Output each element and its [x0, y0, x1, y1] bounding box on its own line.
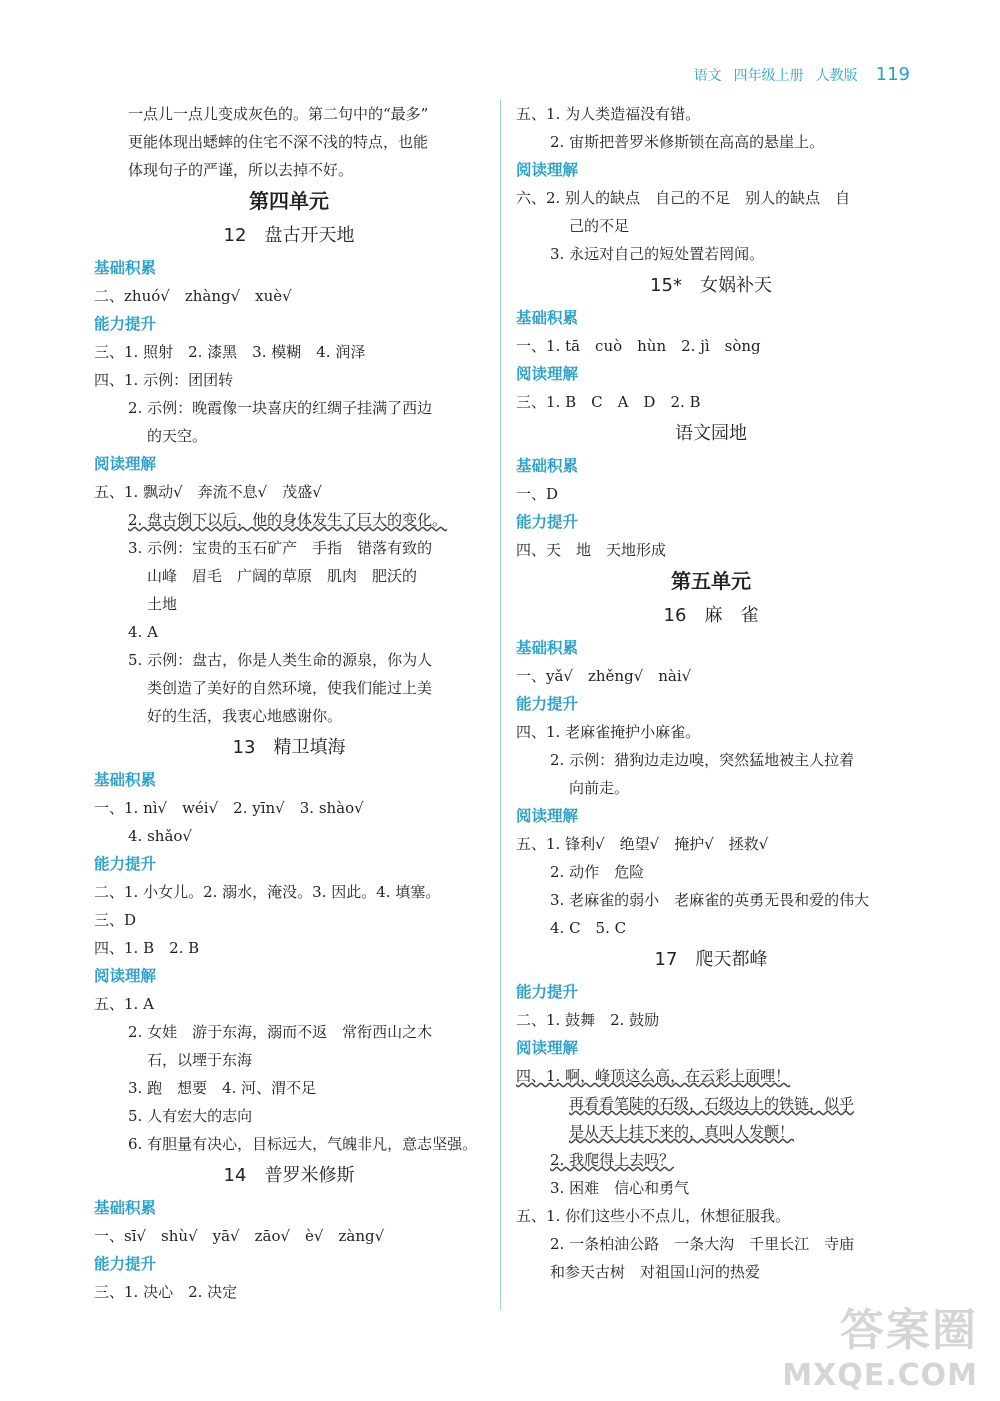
answer-line — [94, 878, 484, 906]
answer-text: 3. 示例：宝贵的玉石矿产 手指 错落有致的 — [128, 539, 433, 557]
answer-text: 山峰 眉毛 广阔的草原 肌肉 肥沃的 — [147, 567, 418, 585]
answer-text: 二、zhuó√ zhàng√ xuè√ — [94, 287, 292, 305]
answer-text: 五、1. 锋利√ 绝望√ 掩护√ 拯救√ — [516, 835, 769, 853]
answer-line — [516, 718, 906, 746]
answer-line — [516, 1202, 906, 1230]
answer-line — [516, 1090, 906, 1118]
answer-text: 三、1. 决心 2. 决定 — [94, 1283, 238, 1301]
page-header — [694, 64, 910, 85]
left-column — [94, 100, 484, 1306]
lesson-name: 语文园地 — [675, 423, 747, 444]
answer-text: 2. 我爬得上去吗？ — [550, 1151, 675, 1169]
answer-line — [516, 1146, 906, 1174]
answer-text: 土地 — [147, 595, 178, 613]
lesson-number: 12 — [223, 225, 247, 246]
lesson-number: 13 — [232, 737, 256, 758]
section-heading: 能力提升 — [94, 315, 157, 333]
section-heading: 阅读理解 — [516, 161, 579, 179]
answer-line — [94, 128, 484, 156]
answer-line — [516, 662, 906, 690]
answer-text: 四、1. 老麻雀掩护小麻雀。 — [516, 723, 701, 741]
section-heading: 能力提升 — [516, 983, 579, 1001]
answer-line — [94, 1074, 484, 1102]
answer-line — [516, 100, 906, 128]
answer-line — [516, 332, 906, 360]
answer-text: 三、D — [94, 911, 137, 929]
answer-text: 五、1. 你们这些小不点儿，休想征服我。 — [516, 1207, 791, 1225]
answer-line — [94, 478, 484, 506]
section-heading: 阅读理解 — [94, 455, 157, 473]
section-heading: 阅读理解 — [516, 807, 579, 825]
section-heading: 基础积累 — [94, 259, 157, 277]
section-heading: 能力提升 — [94, 1255, 157, 1273]
answer-text: 4. C 5. C — [550, 919, 627, 937]
section-heading: 阅读理解 — [516, 1039, 579, 1057]
answer-text: 2. 女娃 游于东海，溺而不返 常衔西山之木 — [128, 1023, 433, 1041]
answer-text: 一、D — [516, 485, 559, 503]
page-number: 119 — [875, 64, 910, 85]
answer-text: 2. 宙斯把普罗米修斯锁在高高的悬崖上。 — [550, 133, 825, 151]
answer-text: 一、yǎ√ zhěng√ nài√ — [516, 667, 692, 685]
answer-text: 2. 示例：晚霞像一块喜庆的红绸子挂满了西边 — [128, 399, 433, 417]
answer-text: 5. 人有宏大的志向 — [128, 1107, 253, 1125]
answer-text: 体现句子的严谨，所以去掉不好。 — [128, 161, 354, 179]
column-divider — [500, 100, 501, 1310]
lesson-title — [516, 942, 906, 978]
answer-text: 2. 示例：猎狗边走边嗅，突然猛地被主人拉着 — [550, 751, 855, 769]
answer-text: 和参天古树 对祖国山河的热爱 — [550, 1263, 761, 1281]
answer-line — [94, 562, 484, 590]
lesson-title — [94, 218, 484, 254]
answer-text: 4. A — [128, 623, 158, 641]
section-heading: 能力提升 — [516, 513, 579, 531]
answer-line — [94, 394, 484, 422]
section-heading: 基础积累 — [516, 309, 579, 327]
answer-line — [516, 184, 906, 212]
answer-text: 向前走。 — [569, 779, 630, 797]
answer-line — [94, 906, 484, 934]
lesson-name: 盘古开天地 — [264, 225, 355, 246]
lesson-name: 普罗米修斯 — [264, 1165, 355, 1186]
lesson-title — [516, 598, 906, 634]
answer-text: 石，以堙于东海 — [147, 1051, 253, 1069]
answer-line — [516, 536, 906, 564]
answer-line — [516, 1174, 906, 1202]
section-heading: 阅读理解 — [94, 967, 157, 985]
answer-line — [94, 534, 484, 562]
section-heading: 基础积累 — [94, 1199, 157, 1217]
answer-line — [516, 886, 906, 914]
answer-line — [94, 1102, 484, 1130]
lesson-number: 14 — [223, 1165, 247, 1186]
answer-text: 一点儿一点儿变成灰色的。第二句中的“最多” — [128, 105, 429, 123]
answer-text: 二、1. 小女儿。2. 溺水，淹没。3. 因此。4. 填塞。 — [94, 883, 441, 901]
answer-text: 五、1. 飘动√ 奔流不息√ 茂盛√ — [94, 483, 322, 501]
header-subject: 语文 — [693, 68, 722, 84]
answer-line — [516, 1062, 906, 1090]
answer-text: 2. 盘古倒下以后，他的身体发生了巨大的变化。 — [128, 511, 448, 529]
answer-line — [94, 822, 484, 850]
lesson-name: 麻 雀 — [704, 605, 759, 626]
answer-line — [516, 128, 906, 156]
lesson-name: 女娲补天 — [699, 275, 772, 296]
answer-text: 一、sī√ shù√ yā√ zāo√ è√ zàng√ — [94, 1227, 385, 1245]
answer-line — [516, 240, 906, 268]
answer-text: 好的生活，我衷心地感谢你。 — [147, 707, 343, 725]
answer-line — [516, 858, 906, 886]
answer-line — [94, 100, 484, 128]
answer-text: 是从天上挂下来的，真叫人发颤！ — [569, 1123, 795, 1141]
unit-title: 第五单元 — [671, 569, 751, 593]
answer-text: 一、1. nì√ wéi√ 2. yīn√ 3. shào√ — [94, 799, 364, 817]
answer-line — [516, 388, 906, 416]
answer-line — [94, 156, 484, 184]
lesson-number: 15* — [650, 275, 682, 296]
watermark-url: MXQE.COM — [782, 1358, 978, 1393]
answer-text: 3. 跑 想要 4. 河、渭不足 — [128, 1079, 317, 1097]
answer-line — [94, 990, 484, 1018]
watermark-logo: 答案圈 — [840, 1305, 978, 1356]
answer-line — [94, 1018, 484, 1046]
header-grade: 四年级上册 — [733, 68, 804, 84]
answer-line — [516, 1258, 906, 1286]
answer-text: 更能体现出蟋蟀的住宅不深不浅的特点，也能 — [128, 133, 429, 151]
answer-line — [94, 1046, 484, 1074]
answer-line — [94, 590, 484, 618]
answer-line — [94, 366, 484, 394]
unit-title: 第四单元 — [249, 189, 329, 213]
answer-line — [94, 282, 484, 310]
section-heading: 能力提升 — [516, 695, 579, 713]
answer-text: 的天空。 — [147, 427, 208, 445]
answer-line — [94, 646, 484, 674]
answer-text: 己的不足 — [569, 217, 630, 235]
lesson-title — [516, 416, 906, 452]
answer-text: 2. 一条柏油公路 一条大沟 千里长江 寺庙 — [550, 1235, 855, 1253]
answer-text: 6. 有胆量有决心，目标远大，气魄非凡，意志坚强。 — [128, 1135, 478, 1153]
answer-text: 三、1. 照射 2. 漆黑 3. 模糊 4. 润泽 — [94, 343, 366, 361]
answer-text: 二、1. 鼓舞 2. 鼓励 — [516, 1011, 660, 1029]
section-heading: 基础积累 — [516, 457, 579, 475]
answer-text: 类创造了美好的自然环境，使我们能过上美 — [147, 679, 433, 697]
answer-text: 三、1. B C A D 2. B — [516, 393, 701, 411]
answer-line — [516, 1006, 906, 1034]
answer-line — [516, 1118, 906, 1146]
section-heading: 能力提升 — [94, 855, 157, 873]
answer-line — [516, 480, 906, 508]
answer-line — [94, 934, 484, 962]
answer-line — [94, 1222, 484, 1250]
answer-text: 3. 永远对自己的短处置若罔闻。 — [550, 245, 765, 263]
answer-text: 4. shǎo√ — [128, 827, 192, 845]
answer-line — [94, 618, 484, 646]
answer-text: 3. 老麻雀的弱小 老麻雀的英勇无畏和爱的伟大 — [550, 891, 870, 909]
header-edition: 人教版 — [815, 68, 858, 84]
answer-text: 五、1. 为人类造福没有错。 — [516, 105, 701, 123]
section-heading: 基础积累 — [94, 771, 157, 789]
answer-line — [94, 1130, 484, 1158]
answer-text: 3. 困难 信心和勇气 — [550, 1179, 690, 1197]
answer-line — [516, 830, 906, 858]
answer-line — [516, 914, 906, 942]
lesson-title — [516, 268, 906, 304]
answer-text: 四、1. 啊，峰顶这么高，在云彩上面哩！ — [516, 1067, 791, 1085]
lesson-number: 17 — [654, 949, 678, 970]
answer-text: 四、天 地 天地形成 — [516, 541, 667, 559]
answer-text: 一、1. tā cuò hùn 2. jì sòng — [516, 337, 761, 355]
answer-line — [94, 702, 484, 730]
answer-line — [94, 1278, 484, 1306]
lesson-name: 爬天都峰 — [695, 949, 768, 970]
section-heading: 基础积累 — [516, 639, 579, 657]
answer-line — [516, 212, 906, 240]
answer-line — [516, 1230, 906, 1258]
answer-text: 五、1. A — [94, 995, 154, 1013]
lesson-title — [94, 1158, 484, 1194]
watermark — [782, 1294, 978, 1393]
answer-text: 六、2. 别人的缺点 自己的不足 别人的缺点 自 — [516, 189, 851, 207]
lesson-number: 16 — [663, 605, 687, 626]
answer-line — [94, 674, 484, 702]
answer-line — [94, 794, 484, 822]
answer-line — [94, 506, 484, 534]
section-heading: 阅读理解 — [516, 365, 579, 383]
answer-line — [516, 746, 906, 774]
right-column — [516, 100, 906, 1286]
answer-line — [516, 774, 906, 802]
answer-text: 5. 示例：盘古，你是人类生命的源泉，你为人 — [128, 651, 433, 669]
answer-text: 四、1. B 2. B — [94, 939, 200, 957]
answer-line — [94, 422, 484, 450]
answer-text: 2. 动作 危险 — [550, 863, 645, 881]
answer-text: 再看看笔陡的石级，石级边上的铁链，似乎 — [569, 1095, 855, 1113]
answer-text: 四、1. 示例：团团转 — [94, 371, 234, 389]
lesson-title — [94, 730, 484, 766]
lesson-name: 精卫填海 — [273, 737, 346, 758]
answer-line — [94, 338, 484, 366]
